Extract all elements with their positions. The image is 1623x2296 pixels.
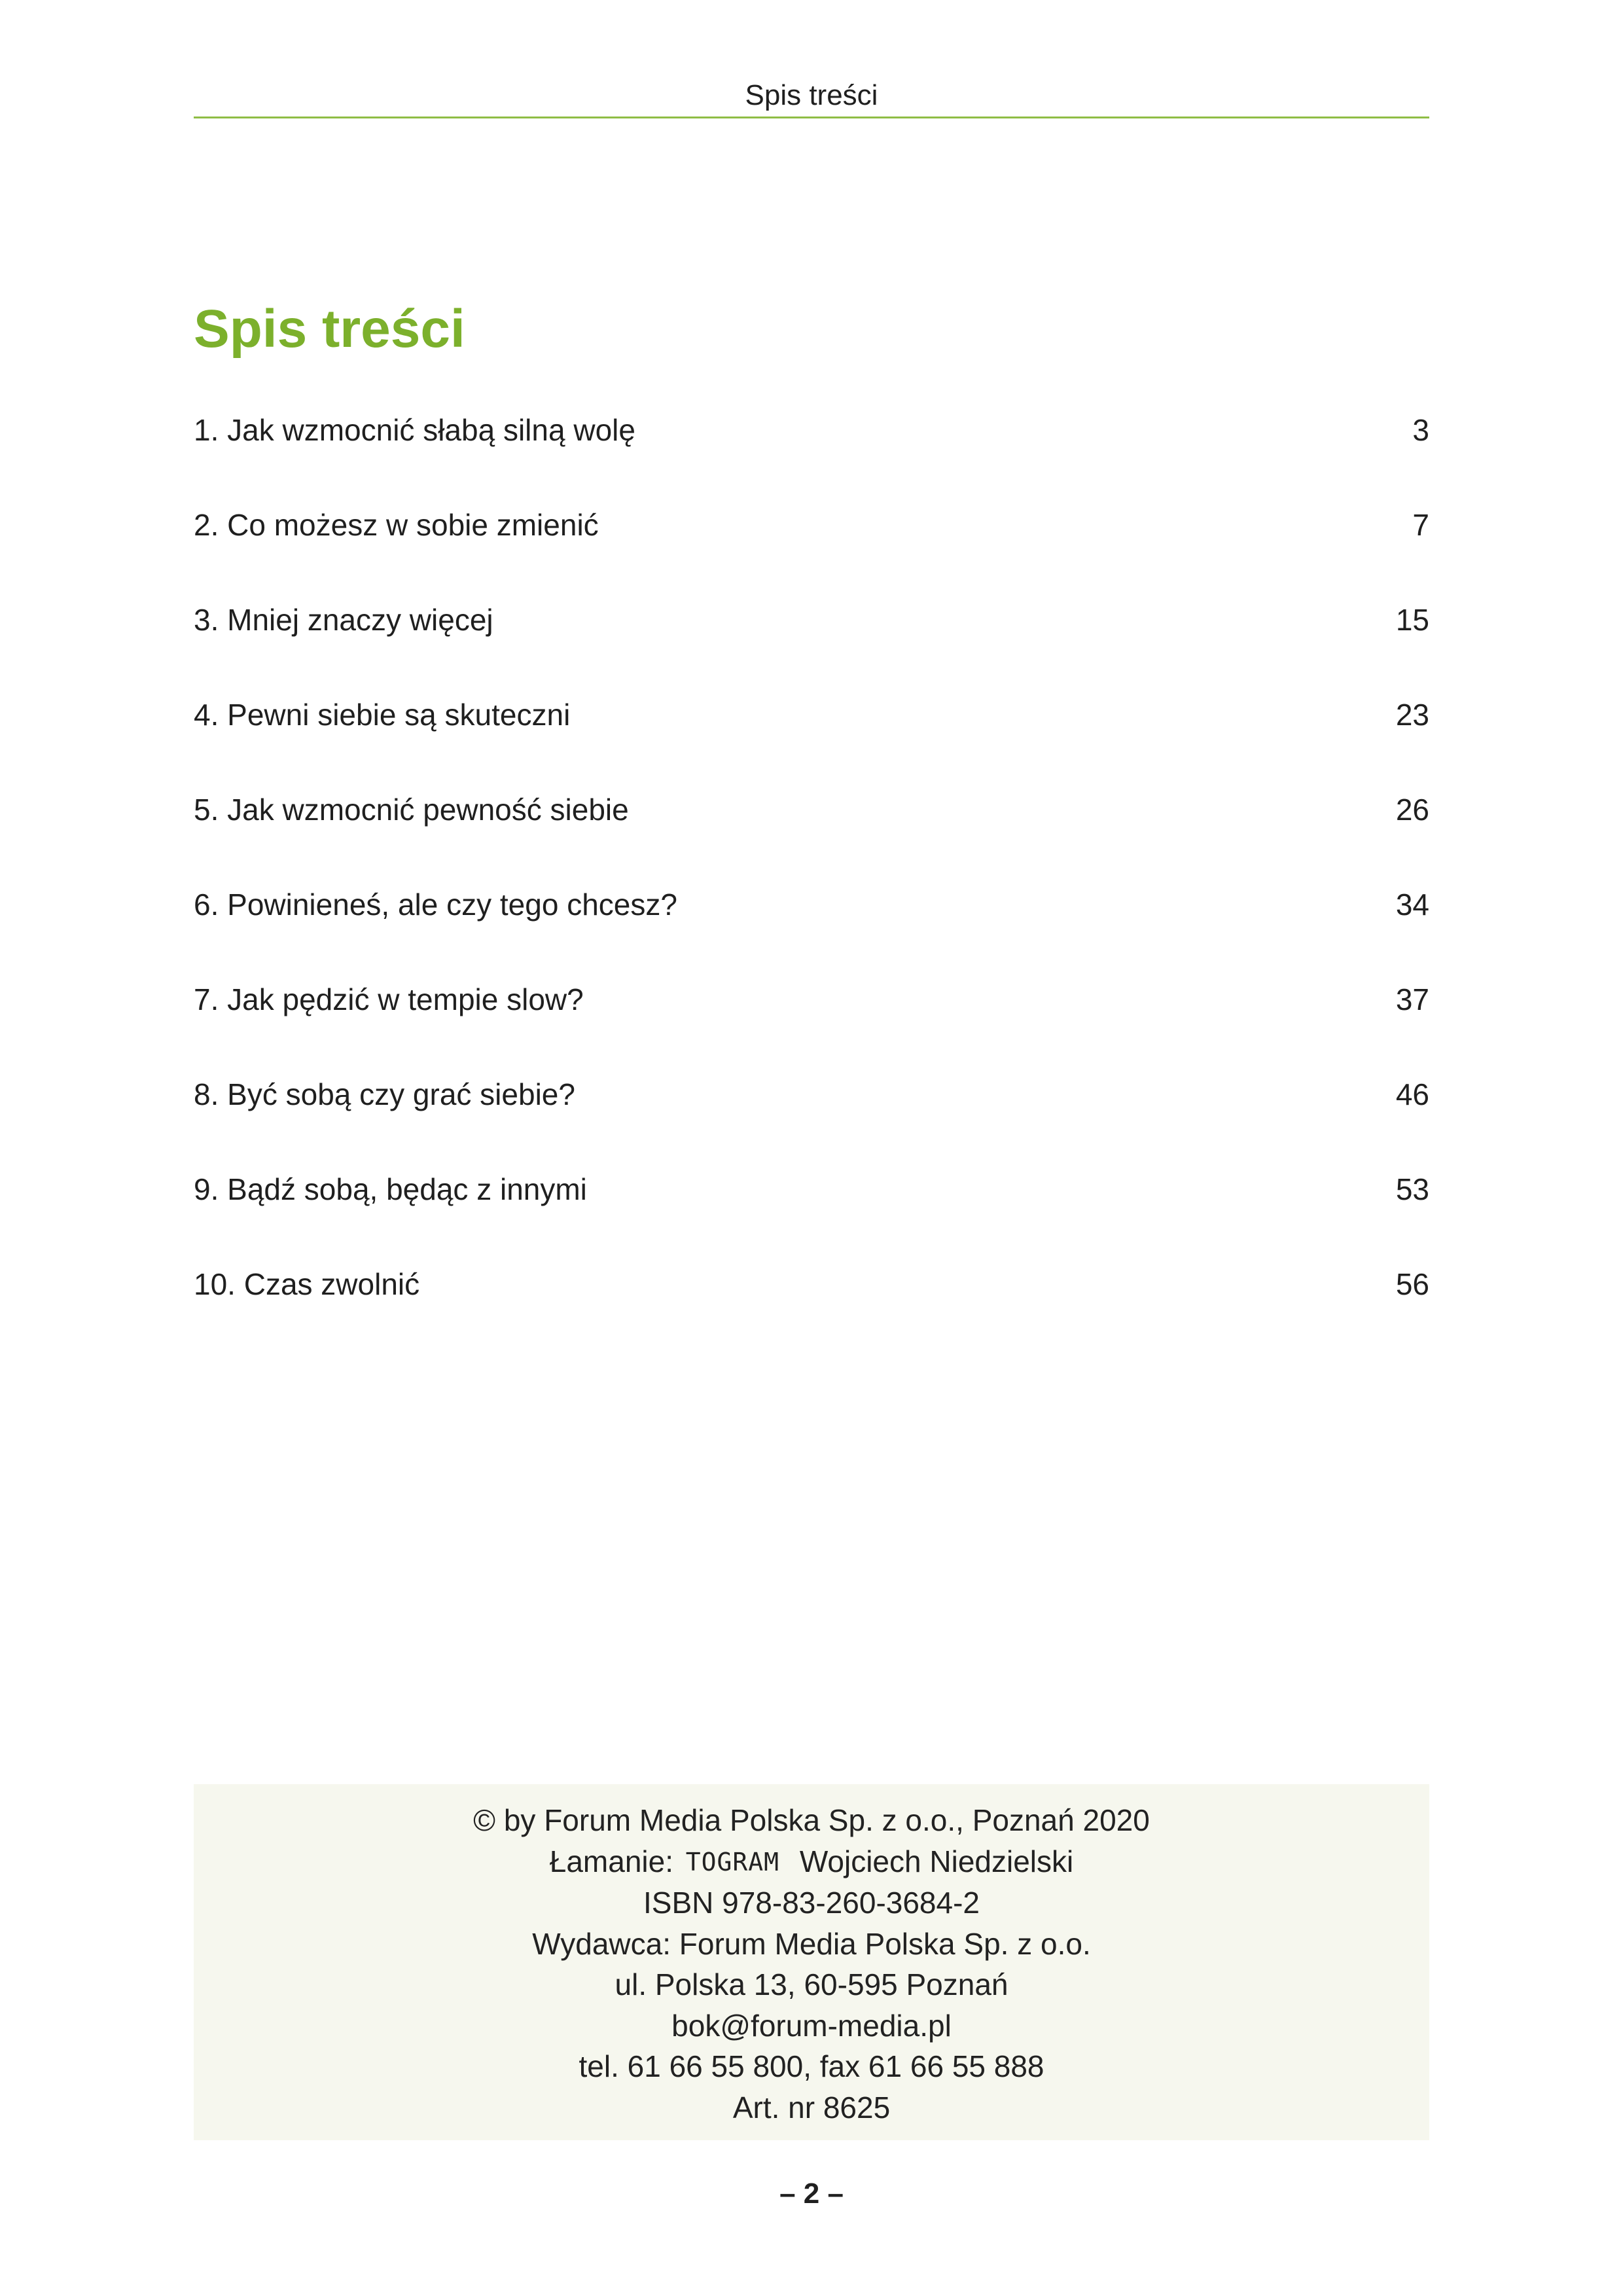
- toc-entry[interactable]: [194, 692, 1429, 787]
- imprint-phone: tel. 61 66 55 800, fax 61 66 55 888: [579, 2049, 1044, 2083]
- imprint-email[interactable]: bok@forum-media.pl: [671, 2008, 952, 2043]
- imprint-layout-label: Łamanie:: [549, 1844, 673, 1878]
- toc-entry-title: 2. Co możesz w sobie zmienić: [194, 508, 599, 542]
- toc-entry[interactable]: [194, 882, 1429, 977]
- tograam-logo: TOGRAM: [685, 1847, 780, 1876]
- toc-entry[interactable]: [194, 1166, 1429, 1261]
- toc-entry-title: 6. Powinieneś, ale czy tego chcesz?: [194, 888, 677, 922]
- page-number: – 2 –: [779, 2178, 844, 2210]
- toc-entry-page: 46: [1395, 1077, 1429, 1111]
- toc-entry-title: 10. Czas zwolnić: [194, 1267, 420, 1301]
- imprint-publisher: Wydawca: Forum Media Polska Sp. z o.o.: [532, 1926, 1091, 1961]
- toc-entry[interactable]: [194, 407, 1429, 502]
- imprint-art-nr: Art. nr 8625: [732, 2090, 891, 2125]
- toc-entry[interactable]: [194, 1071, 1429, 1166]
- imprint-layout: [194, 1841, 1429, 1883]
- running-header: Spis treści: [745, 79, 878, 111]
- toc-entry-title: 9. Bądź sobą, będąc z innymi: [194, 1172, 587, 1206]
- imprint-isbn: ISBN 978-83-260-3684-2: [643, 1886, 980, 1920]
- toc-entry[interactable]: [194, 502, 1429, 597]
- table-of-contents: [194, 407, 1429, 1356]
- toc-entry-page: 37: [1395, 982, 1429, 1016]
- toc-entry-title: 1. Jak wzmocnić słabą silną wolę: [194, 413, 635, 447]
- page-title: Spis treści: [194, 299, 465, 359]
- toc-entry[interactable]: [194, 977, 1429, 1071]
- toc-entry[interactable]: [194, 1261, 1429, 1356]
- toc-entry-page: 7: [1412, 508, 1429, 542]
- imprint-copyright: © by Forum Media Polska Sp. z o.o., Poznań 2020: [473, 1803, 1150, 1837]
- toc-entry-page: 56: [1395, 1267, 1429, 1301]
- header-rule: [194, 117, 1429, 118]
- toc-entry-page: 3: [1412, 413, 1429, 447]
- toc-entry-page: 34: [1395, 888, 1429, 922]
- toc-entry-page: 23: [1395, 698, 1429, 732]
- toc-entry-title: 8. Być sobą czy grać siebie?: [194, 1077, 575, 1111]
- imprint-box: [194, 1784, 1429, 2140]
- toc-entry-title: 4. Pewni siebie są skuteczni: [194, 698, 571, 732]
- imprint-layout-name: Wojciech Niedzielski: [799, 1844, 1074, 1878]
- toc-entry[interactable]: [194, 787, 1429, 882]
- toc-entry-title: 3. Mniej znaczy więcej: [194, 603, 493, 637]
- toc-entry[interactable]: [194, 597, 1429, 692]
- imprint-address: ul. Polska 13, 60-595 Poznań: [615, 1967, 1008, 2001]
- toc-entry-page: 15: [1395, 603, 1429, 637]
- toc-entry-page: 53: [1395, 1172, 1429, 1206]
- toc-entry-title: 7. Jak pędzić w tempie slow?: [194, 982, 584, 1016]
- toc-entry-page: 26: [1395, 793, 1429, 827]
- toc-entry-title: 5. Jak wzmocnić pewność siebie: [194, 793, 629, 827]
